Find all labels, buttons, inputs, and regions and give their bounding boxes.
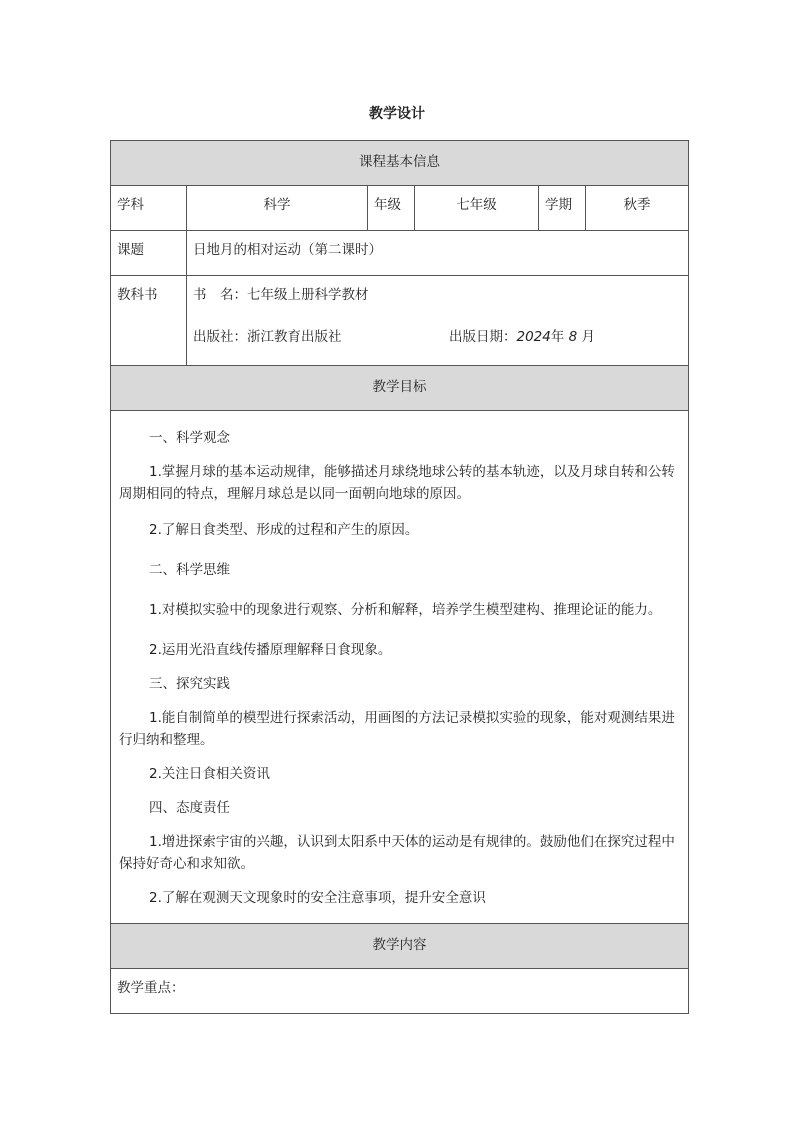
key-points-label: 教学重点：	[111, 969, 689, 1014]
pub-date-year-unit: 年	[550, 329, 565, 345]
objective-heading-1: 一、科学观念	[149, 430, 230, 446]
textbook-label: 教科书	[111, 276, 187, 366]
pub-date-label: 出版日期：	[449, 329, 517, 345]
subject-grade-term-row	[111, 186, 689, 231]
textbook-row	[111, 276, 689, 366]
publisher-label: 出版社：	[193, 329, 247, 345]
lesson-plan-table	[110, 140, 689, 1014]
objective-3-2: 2.关注日食相关资讯	[149, 766, 270, 782]
textbook-info	[187, 276, 689, 366]
objective-heading-2: 二、科学思维	[149, 562, 230, 578]
pub-date-month: 8	[568, 329, 578, 345]
objective-3-1: 1.能自制简单的模型进行探索活动，用画图的方法记录模拟实验的现象，能对观测结果进行归纳和整理。	[119, 710, 675, 748]
key-points-row	[111, 969, 689, 1014]
topic-value: 日地月的相对运动（第二课时）	[187, 231, 689, 276]
book-name-label: 书 名：	[193, 287, 247, 303]
book-name-value: 七年级上册科学教材	[247, 287, 369, 303]
term-value: 秋季	[586, 186, 689, 231]
subject-label: 学科	[111, 186, 187, 231]
grade-label: 年级	[368, 186, 415, 231]
objective-4-2: 2.了解在观测天文现象时的安全注意事项，提升安全意识	[149, 890, 486, 906]
grade-value: 七年级	[415, 186, 539, 231]
objective-1-2: 2.了解日食类型、形成的过程和产生的原因。	[149, 522, 419, 538]
subject-value: 科学	[187, 186, 368, 231]
objective-2-1: 1.对模拟实验中的现象进行观察、分析和解释，培养学生模型建构、推理论证的能力。	[149, 602, 662, 618]
objectives-row	[111, 411, 689, 924]
pub-date-year: 2024	[516, 329, 551, 345]
topic-label: 课题	[111, 231, 187, 276]
term-label: 学期	[539, 186, 586, 231]
topic-row	[111, 231, 689, 276]
section-row-objectives	[111, 366, 689, 411]
section-header-objectives: 教学目标	[111, 366, 689, 411]
document-title: 教学设计	[369, 106, 425, 122]
pub-date	[449, 325, 595, 345]
section-row-content	[111, 924, 689, 969]
objective-heading-4: 四、态度责任	[149, 800, 230, 816]
objective-heading-3: 三、探究实践	[149, 676, 230, 692]
section-header-content: 教学内容	[111, 924, 689, 969]
pub-date-month-unit: 月	[581, 329, 596, 345]
section-row-basic-info	[111, 141, 689, 186]
objective-1-1: 1.掌握月球的基本运动规律，能够描述月球绕地球公转的基本轨迹，以及月球自转和公转周期相同的特点，理解月球总是以同一面朝向地球的原因。	[119, 464, 675, 502]
objectives-body	[111, 411, 689, 924]
objective-4-1: 1.增进探索宇宙的兴趣，认识到太阳系中天体的运动是有规律的。鼓励他们在探究过程中保持好奇心和求知欲。	[119, 834, 675, 872]
publisher-line	[193, 325, 688, 349]
book-name-line	[193, 283, 688, 325]
publisher-value: 浙江教育出版社	[247, 329, 342, 345]
section-header-basic-info: 课程基本信息	[111, 141, 689, 186]
objective-2-2: 2.运用光沿直线传播原理解释日食现象。	[149, 642, 392, 658]
